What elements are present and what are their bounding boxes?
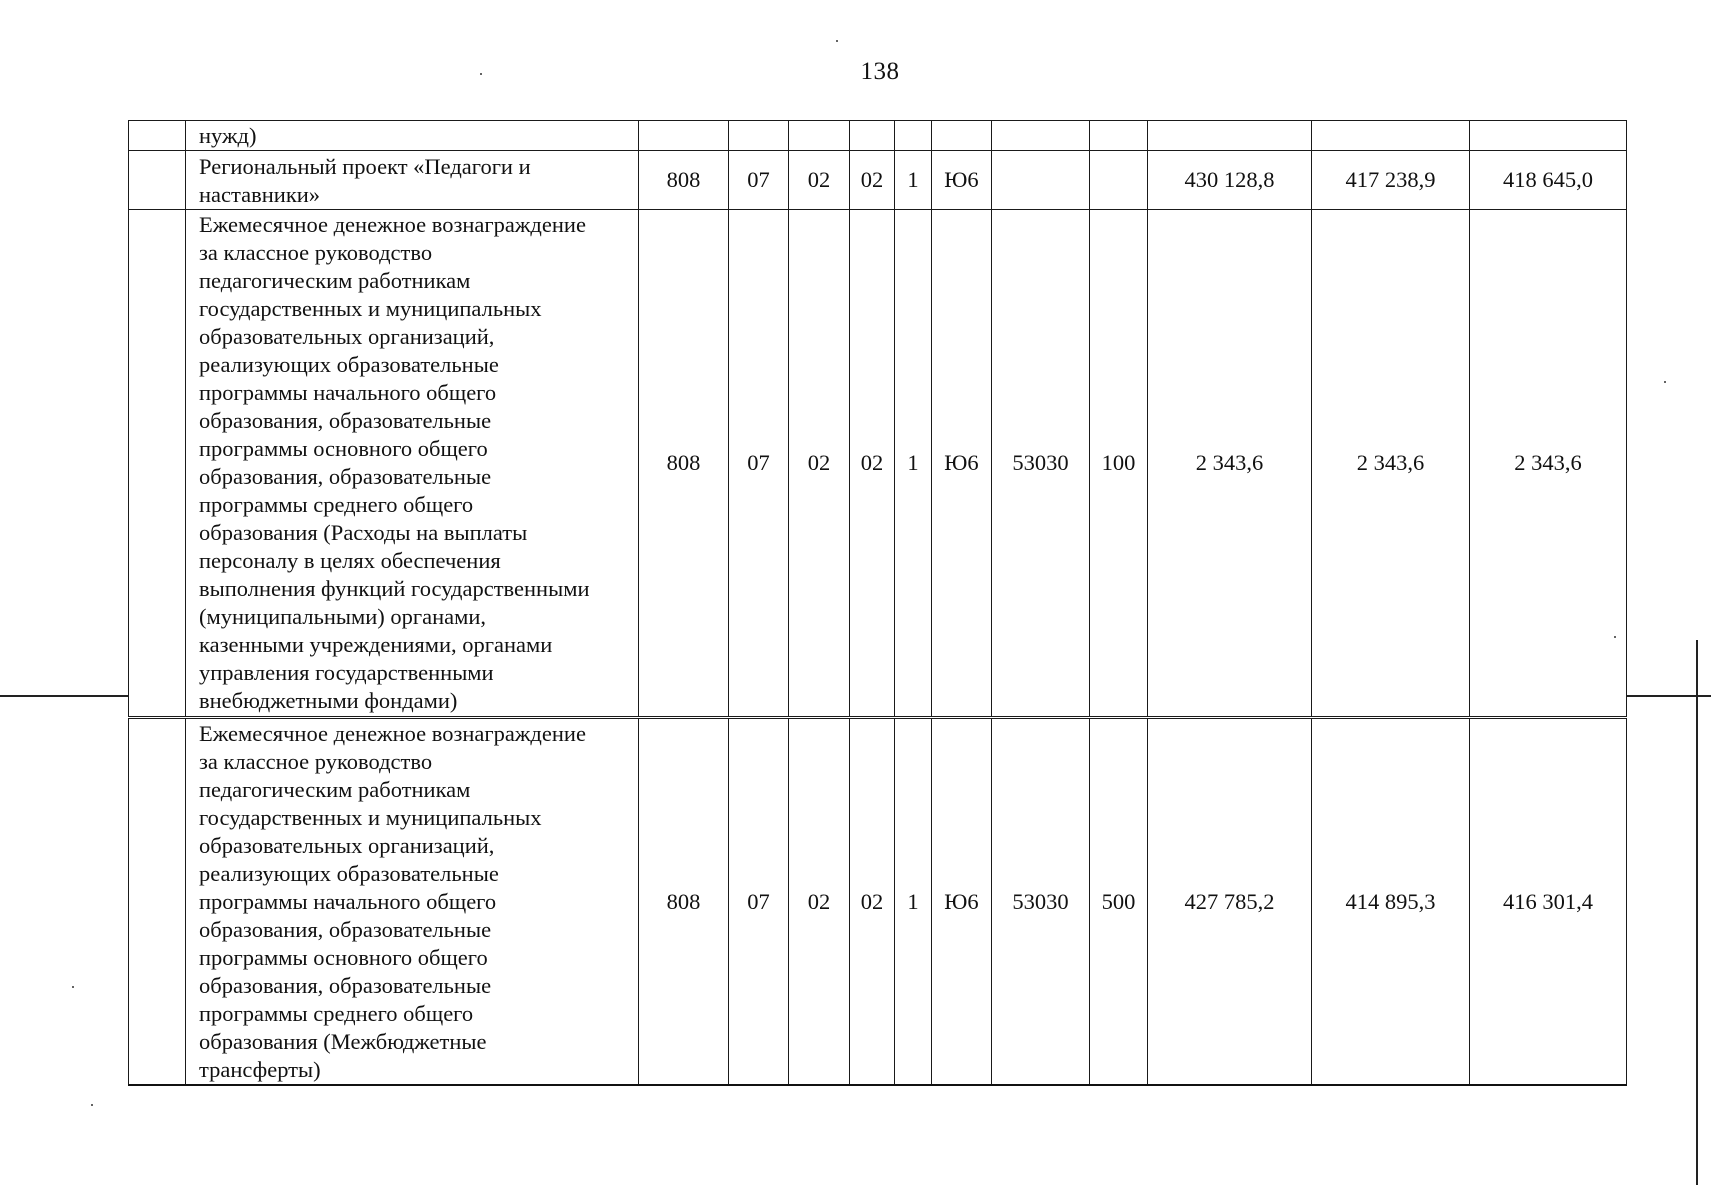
amount-year2-cell [1312,121,1470,151]
project-code-cell: Ю6 [932,151,992,210]
scan-speck [836,40,838,42]
subsection-cell [789,121,850,151]
amount-year3-cell: 416 301,4 [1470,718,1627,1086]
row-index-cell [129,151,186,210]
scan-line-right [1626,695,1711,697]
budget-table [128,120,1627,1086]
program-cell: 02 [850,718,895,1086]
section-cell [729,121,789,151]
program-cell: 02 [850,151,895,210]
row-index-cell [129,121,186,151]
description-cell: нужд) [186,121,639,151]
scan-margin-line [1696,640,1698,1185]
project-code-cell [932,121,992,151]
scan-speck [91,1104,93,1106]
project-code-cell: Ю6 [932,210,992,718]
table-row [129,718,1627,1086]
row-index-cell [129,210,186,718]
description-cell: Ежемесячное денежное вознаграждение за классное руководство педагогическим работникам государственных и муниципальных образовательных организаций, реализующих образовательные программы начального общего образования, образовательные программы основного общего образования, образовательные программы среднего общего образования (Межбюджетные трансферты) [186,718,639,1086]
subsection-cell: 02 [789,718,850,1086]
table-row [129,151,1627,210]
row-index-cell [129,718,186,1086]
amount-year3-cell [1470,121,1627,151]
section-cell: 07 [729,151,789,210]
amount-year3-cell: 2 343,6 [1470,210,1627,718]
direction-code-cell [992,121,1090,151]
table-row [129,210,1627,718]
amount-year1-cell: 2 343,6 [1148,210,1312,718]
subsection-cell: 02 [789,210,850,718]
amount-year2-cell: 414 895,3 [1312,718,1470,1086]
amount-year1-cell: 427 785,2 [1148,718,1312,1086]
program-cell [850,121,895,151]
subprogram-cell [895,121,932,151]
expense-type-cell [1090,121,1148,151]
subprogram-cell: 1 [895,210,932,718]
program-cell: 02 [850,210,895,718]
scan-line-left [0,695,128,697]
direction-code-cell: 53030 [992,210,1090,718]
amount-year1-cell [1148,121,1312,151]
page-number: 138 [860,58,900,85]
amount-year3-cell: 418 645,0 [1470,151,1627,210]
scan-speck [480,73,482,75]
ministry-code-cell: 808 [639,718,729,1086]
direction-code-cell: 53030 [992,718,1090,1086]
description-cell: Ежемесячное денежное вознаграждение за классное руководство педагогическим работникам государственных и муниципальных образовательных организаций, реализующих образовательные программы начального общего образования, образовательные программы основного общего образования, образовательные программы среднего общего образования (Расходы на выплаты персоналу в целях обеспечения выполнения функций государственными (муниципальными) органами, казенными учреждениями, органами управления государственными внебюджетными фондами) [186,210,639,718]
project-code-cell: Ю6 [932,718,992,1086]
expense-type-cell: 100 [1090,210,1148,718]
scan-speck [72,986,74,988]
table-row [129,121,1627,151]
section-cell: 07 [729,718,789,1086]
expense-type-cell: 500 [1090,718,1148,1086]
ministry-code-cell: 808 [639,210,729,718]
subsection-cell: 02 [789,151,850,210]
subprogram-cell: 1 [895,151,932,210]
ministry-code-cell: 808 [639,151,729,210]
description-cell: Региональный проект «Педагоги и наставники» [186,151,639,210]
amount-year1-cell: 430 128,8 [1148,151,1312,210]
direction-code-cell [992,151,1090,210]
ministry-code-cell [639,121,729,151]
amount-year2-cell: 2 343,6 [1312,210,1470,718]
section-cell: 07 [729,210,789,718]
expense-type-cell [1090,151,1148,210]
subprogram-cell: 1 [895,718,932,1086]
scan-speck [1664,381,1666,383]
amount-year2-cell: 417 238,9 [1312,151,1470,210]
